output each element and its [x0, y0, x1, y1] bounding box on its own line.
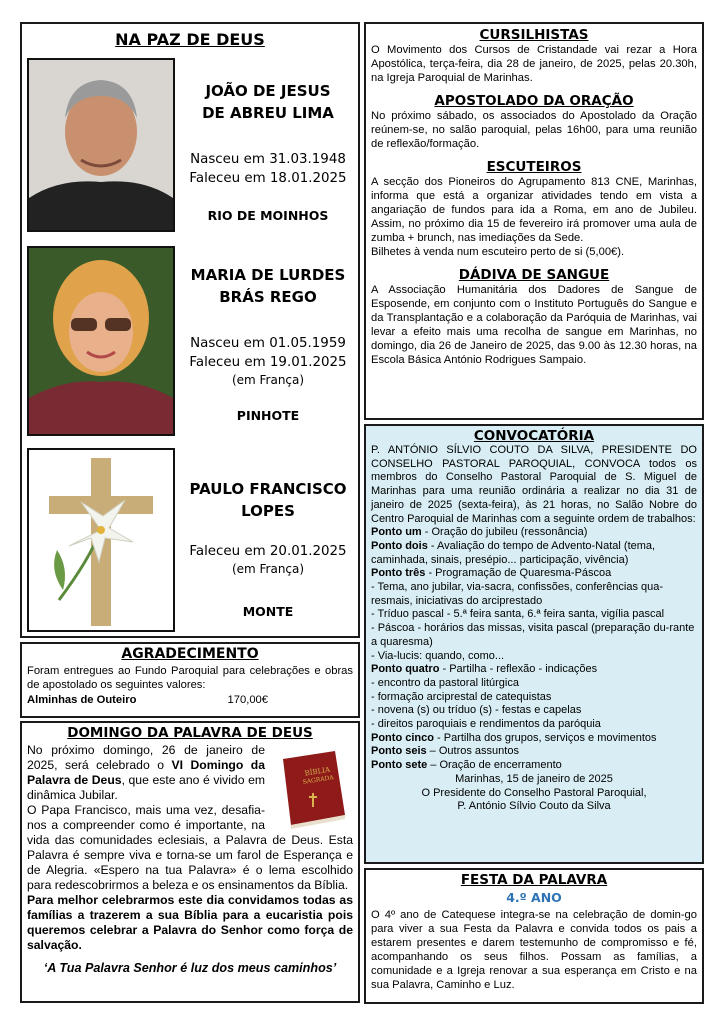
name-line: BRÁS REGO: [219, 288, 317, 306]
agenda-item-label: Ponto sete: [371, 759, 428, 772]
agenda-item-text: - Via-lucis: quando, como...: [371, 649, 505, 662]
festa-text: O 4º ano de Catequese integra-se na celebração de domin-go para viver a sua Festa da Palavra e convida todos os pais a estarem presentes e darem testemunho de compromisso e fé, acompanhando os seus filhos. Possam as famílias, a comunidade e a Igreja renovar a sua esperança em Cristo e na sua Palavra, Caminho e Luz.: [371, 909, 697, 991]
name-line: JOÃO DE JESUS: [205, 82, 331, 100]
deceased-name-1: [180, 80, 356, 124]
domingo-quote: ‘A Tua Palavra Senhor é luz dos meus caminhos’: [43, 961, 337, 975]
domingo-body: [22, 741, 358, 978]
apostolado-title: APOSTOLADO DA ORAÇÃO: [434, 93, 634, 109]
agenda-item-label: Ponto dois: [371, 539, 428, 552]
agenda-list: [366, 526, 702, 773]
agenda-item-label: Ponto três: [371, 567, 426, 580]
agenda-item-text: - novena (s) ou tríduo (s) - festas e capelas: [371, 704, 582, 717]
agenda-item: [371, 622, 697, 649]
agenda-item-text: – Outros assuntos: [426, 745, 519, 758]
agenda-item-label: Ponto quatro: [371, 663, 440, 676]
cursilhistas-title: CURSILHISTAS: [479, 27, 589, 43]
agenda-item-text: - encontro da pastoral litúrgica: [371, 676, 519, 689]
name-line: DE ABREU LIMA: [202, 104, 334, 122]
agenda-item-label: Ponto seis: [371, 745, 427, 758]
bible-cover-text-1: BÍBLIA: [304, 765, 331, 778]
birth-date-2: Nasceu em 01.05.1959: [190, 336, 346, 351]
death-date-1: Faleceu em 18.01.2025: [189, 171, 347, 186]
name-line: MARIA DE LURDES: [190, 266, 346, 284]
notices-panel: [364, 22, 704, 420]
agenda-item-text: - Programação de Quaresma-Páscoa: [425, 567, 612, 580]
death-date-2: Faleceu em 19.01.2025: [189, 355, 347, 370]
cross-lily-image: [27, 448, 175, 632]
agenda-item-text: - Oração do jubileu (ressonância): [421, 526, 588, 539]
deceased-name-2: [180, 264, 356, 308]
convocatoria-date: Marinhas, 15 de janeiro de 2025: [455, 772, 613, 785]
place-1: RIO DE MOINHOS: [207, 208, 329, 223]
obituaries-panel: [20, 22, 360, 638]
agenda-item-text: - Tríduo pascal - 5.ª feira santa, 6.ª feira santa, vigília pascal: [371, 608, 665, 621]
convocatoria-intro: P. ANTÓNIO SÍLVIO COUTO DA SILVA, PRESIDENTE DO CONSELHO PASTORAL PAROQUIAL, CONVOCA todos os membros do Conselho Pastoral Paroquial de S. Miguel de Marinhas para uma reunião ordinária a realizar no dia 31 de janeiro de 2025 (sexta-feira), às 21 horas, no Salão Nobre do Centro Paroquial de Marinhas com a seguinte ordem de trabalhos:: [371, 444, 697, 525]
birth-date-1: Nasceu em 31.03.1948: [190, 152, 346, 167]
domingo-title: DOMINGO DA PALAVRA DE DEUS: [67, 725, 313, 741]
festa-title: FESTA DA PALAVRA: [460, 872, 608, 888]
cursilhistas-text: O Movimento dos Cursos de Cristandade vai rezar a Hora Apostólica, terça-feira, dia 28 de janeiro, de 2025, pelas 20.30h, na Igreja Paroquial de Marinhas.: [371, 44, 697, 84]
agenda-item: [371, 745, 697, 759]
death-date-3: Faleceu em 20.01.2025: [189, 544, 347, 559]
domingo-p2: O Papa Francisco, mais uma vez, desafia-nos a compreender como é importante, na vida das comunidades eclesiais, a Palavra de Deus. Esta Palavra é sempre viva e torna-se um farol de Esperança e de Alegria. «Espero na tua Palavra» é o lema escolhido para redescobrirmos a beleza e os ensinamentos da Bíblia.: [27, 803, 353, 892]
festa-subtitle: 4.º ANO: [506, 890, 562, 905]
agenda-item-text: - Páscoa - horários das missas, visita pascal (preparação du-rante a quaresma): [371, 622, 695, 648]
agenda-item: [371, 663, 697, 677]
agenda-item: [371, 567, 697, 581]
agenda-item-text: - Partilha - reflexão - indicações: [439, 663, 598, 676]
agenda-item-text: - direitos paroquiais e rendimentos da paróquia: [371, 718, 601, 731]
domingo-p1-bold: VI Domingo da Palavra de Deus: [27, 758, 266, 787]
donation-row: [22, 694, 358, 706]
name-line: PAULO FRANCISCO: [189, 480, 347, 498]
agenda-item: [371, 608, 697, 622]
agradecimento-panel: [20, 642, 360, 718]
agenda-item: [371, 540, 697, 567]
apostolado-text: No próximo sábado, os associados do Apostolado da Oração reúnem-se, no salão paroquial, pelas 16h00, para uma reunião de reflexão/formação.: [371, 110, 697, 150]
death-note-3: (em França): [231, 562, 305, 576]
bible-image: [269, 745, 353, 829]
convocatoria-sign-2: P. António Sílvio Couto da Silva: [457, 800, 611, 813]
domingo-p1-end: , que este ano é vivido em dinâmica Jubilar.: [27, 773, 265, 802]
agenda-item: [371, 732, 697, 746]
convocatoria-panel: [364, 424, 704, 864]
agenda-item-text: - Tema, ano jubilar, via-sacra, confissões, conferências qua-resmais, iniciativas do arciprestado: [371, 581, 664, 607]
bible-cover-text-2: SAGRADA: [302, 774, 335, 786]
agenda-item-text: - Avaliação do tempo de Advento-Natal (tema, caminhada, sinais, presépio... participação, vivência): [371, 539, 656, 566]
place-2: PINHOTE: [236, 408, 300, 423]
domingo-p1-start: No próximo domingo, 26 de janeiro de 2025, será celebrado o: [27, 743, 265, 772]
agenda-item: [371, 718, 697, 732]
place-3: MONTE: [242, 604, 294, 619]
escuteiros-text: A secção dos Pioneiros do Agrupamento 813 CNE, Marinhas, informa que está a organizar atividades tendo em vista a angariação de fundos para ida a Roma, em ano de Jubileu. Assim, no próximo dia 15 de fevereiro irá promover uma aula de zumba + brunch, nas imediações da Sede.: [371, 176, 697, 244]
name-line: LOPES: [241, 502, 295, 520]
donation-label: Alminhas de Outeiro: [27, 694, 137, 706]
dadiva-title: DÁDIVA DE SANGUE: [458, 267, 610, 283]
agenda-item: [371, 759, 697, 773]
portrait-photo-1: [27, 58, 175, 232]
convocatoria-sign-1: O Presidente do Conselho Pastoral Paroquial,: [421, 786, 647, 799]
agenda-item-text: - Partilha dos grupos, serviços e movimentos: [433, 731, 657, 744]
agenda-item: [371, 526, 697, 540]
obituaries-title: NA PAZ DE DEUS: [115, 30, 265, 49]
agenda-item: [371, 581, 697, 608]
agenda-item: [371, 691, 697, 705]
convocatoria-title: CONVOCATÓRIA: [473, 428, 595, 444]
agradecimento-text: Foram entregues ao Fundo Paroquial para celebrações e obras de apostolado os seguintes valores:: [27, 665, 353, 691]
domingo-p3: Para melhor celebrarmos este dia convidamos todas as famílias a trazerem a sua Bíblia para a eucaristia pois queremos celebrar a Palavra do Senhor como força de salvação.: [27, 893, 353, 952]
agenda-item: [371, 650, 697, 664]
agenda-item-text: - formação arciprestal de catequistas: [371, 690, 552, 703]
donation-value: 170,00€: [227, 694, 268, 706]
deceased-name-3: [180, 478, 356, 522]
dadiva-text: A Associação Humanitária dos Dadores de Sangue de Esposende, em conjunto com o Instituto Português do Sangue e da Transplantação e a colaboração da Paróquia de Marinhas, vai levar a efeito mais uma recolha de sangue em Marinhas, no domingo, dia 26 de Janeiro de 2025, das 9.00 às 12.30 horas, na Escola Básica António Rodrigues Sampaio.: [371, 284, 697, 366]
escuteiros-title: ESCUTEIROS: [486, 159, 582, 175]
agenda-item-label: Ponto cinco: [371, 731, 434, 744]
agradecimento-title: AGRADECIMENTO: [121, 646, 259, 662]
escuteiros-text-2: Bilhetes à venda num escuteiro perto de si (5,00€).: [371, 246, 625, 258]
domingo-palavra-panel: [20, 721, 360, 1003]
agenda-item: [371, 677, 697, 691]
portrait-photo-2: [27, 246, 175, 436]
death-note-2: (em França): [231, 373, 305, 387]
agenda-item-label: Ponto um: [371, 526, 422, 539]
agenda-item: [371, 704, 697, 718]
festa-palavra-panel: [364, 868, 704, 1004]
agenda-item-text: – Oração de encerramento: [427, 759, 562, 772]
